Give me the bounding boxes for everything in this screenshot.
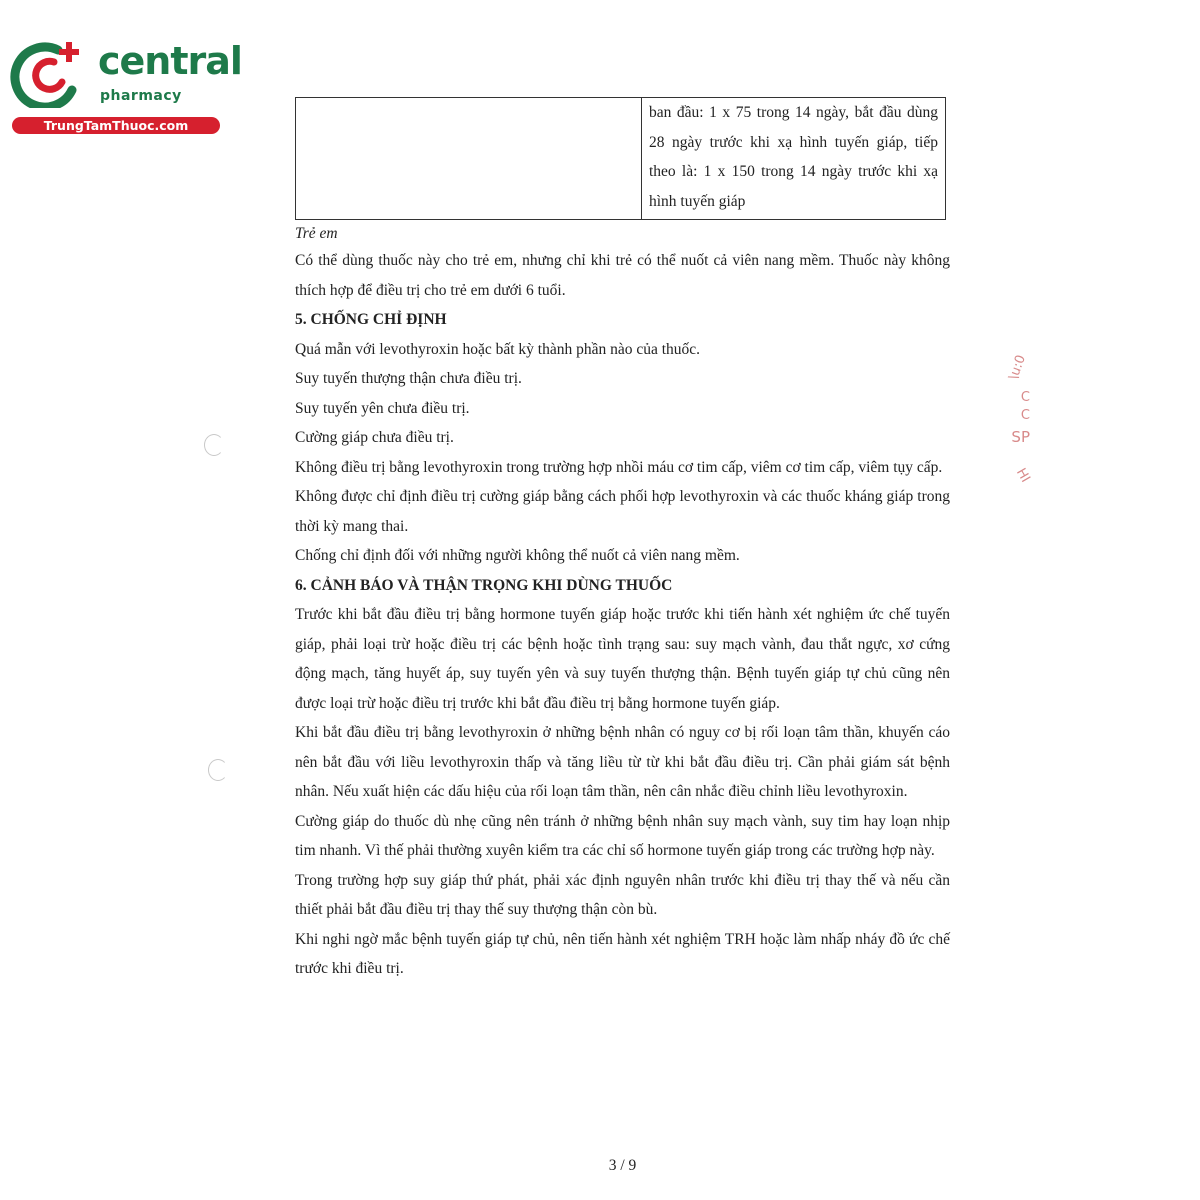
children-text: Có thể dùng thuốc này cho trẻ em, nhưng chỉ khi trẻ có thể nuốt cả viên nang mềm. Thuốc này không thích hợp để điều trị cho trẻ em dưới 6 tuổi. [295,252,950,299]
contraindication-item: Chống chỉ định đối với những người không thể nuốt cả viên nang mềm. [295,547,740,564]
stamp-line: \u:0 [1005,353,1029,382]
stamp-line: HI [1013,465,1034,486]
warning-paragraph: Khi nghi ngờ mắc bệnh tuyến giáp tự chủ, nên tiến hành xét nghiệm TRH hoặc làm nhấp nháy đồ ức chế trước khi điều trị. [295,930,950,977]
warning-paragraph: Cường giáp do thuốc dù nhẹ cũng nên tránh ở những bệnh nhân suy mạch vành, suy tim hay loạn nhịp tim nhanh. Vì thế phải thường xuyên kiểm tra các chỉ số hormone tuyến giáp trong các trường hợp này. [295,812,950,859]
contraindication-item: Suy tuyến yên chưa điều trị. [295,399,470,417]
warning-paragraph: Trước khi bắt đầu điều trị bằng hormone tuyến giáp hoặc trước khi tiến hành xét nghiệm ức chế tuyến giáp, phải loại trừ hoặc điều trị các bệnh hoặc tình trạng sau: suy mạch vành, đau thắt ngực, xơ cứng động mạch, tăng huyết áp, suy tuyến yên và suy tuyến thượng thận. Bệnh tuyến giáp tự chủ cũng nên được loại trừ hoặc điều trị trước khi bắt đầu điều trị bằng hormone tuyến giáp. [295,606,950,712]
section-5-title: 5. CHỐNG CHỈ ĐỊNH [295,311,447,328]
central-pharmacy-logo-icon [10,38,90,108]
page-number: 3 / 9 [608,1157,637,1174]
logo-subtitle: pharmacy [100,88,182,104]
pharmacy-logo [10,38,242,138]
binder-hole-icon [208,759,228,781]
warning-paragraph: Trong trường hợp suy giáp thứ phát, phải xác định nguyên nhân trước khi điều trị thay thế và nếu cần thiết phải bắt đầu điều trị thay thế suy thượng thận còn bù. [295,871,950,918]
logo-website: TrungTamThuoc.com [12,117,220,134]
stamp-line: C [1020,408,1030,423]
contraindication-item: Không điều trị bằng levothyroxin trong trường hợp nhồi máu cơ tim cấp, viêm cơ tim cấp, viêm tụy cấp. [295,458,943,476]
table-cell-empty [296,98,642,220]
stamp-line: SP [1011,428,1030,446]
contraindication-item: Suy tuyến thượng thận chưa điều trị. [295,370,522,387]
contraindication-item: Không được chỉ định điều trị cường giáp bằng cách phối hợp levothyroxin và các thuốc kháng giáp trong thời kỳ mang thai. [295,488,950,535]
dosage-table [295,97,946,220]
contraindication-item: Cường giáp chưa điều trị. [295,429,454,446]
red-stamp [996,350,1036,500]
table-cell-dosage: ban đầu: 1 x 75 trong 14 ngày, bắt đầu dùng 28 ngày trước khi xạ hình tuyến giáp, tiếp theo là: 1 x 150 trong 14 ngày trước khi xạ hình tuyến giáp [642,98,946,220]
children-heading: Trẻ em [295,225,338,242]
binder-hole-icon [204,434,224,456]
section-6-title: 6. CẢNH BÁO VÀ THẬN TRỌNG KHI DÙNG THUỐC [295,576,673,594]
contraindication-item: Quá mẫn với levothyroxin hoặc bất kỳ thành phần nào của thuốc. [295,340,701,358]
logo-name: central [98,39,242,83]
warning-paragraph: Khi bắt đầu điều trị bằng levothyroxin ở những bệnh nhân có nguy cơ bị rối loạn tâm thần, khuyến cáo nên bắt đầu với liều levothyroxin thấp và tăng liều từ từ khi bắt đầu điều trị. Cần phải giám sát bệnh nhân. Nếu xuất hiện các dấu hiệu của rối loạn tâm thần, nên cân nhắc điều chỉnh liều levothyroxin. [295,724,950,800]
stamp-line: C [1020,390,1030,405]
document-body [295,97,950,984]
